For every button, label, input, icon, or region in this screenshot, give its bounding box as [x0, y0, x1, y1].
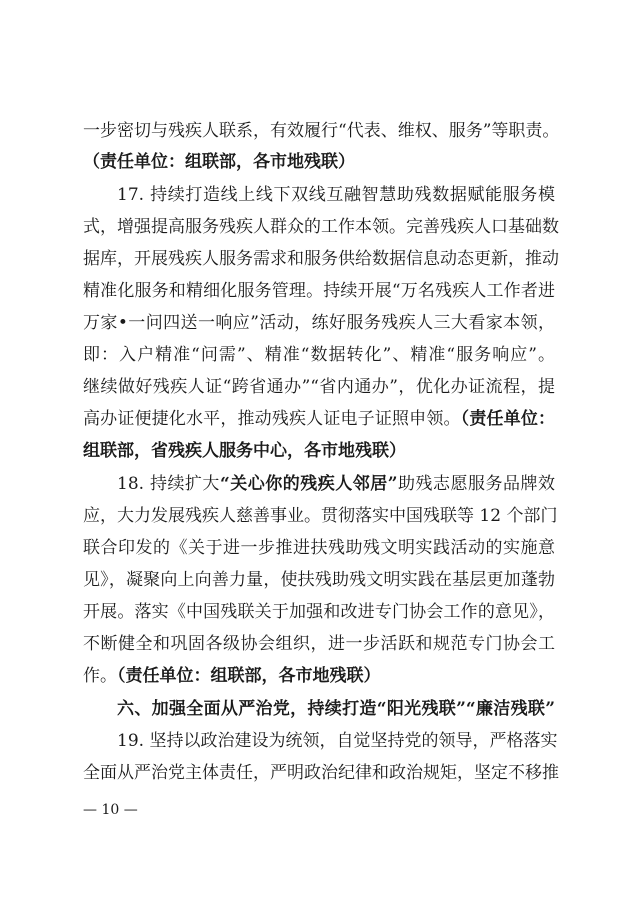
text-line-16: 开展。落实《中国残联关于加强和改进专门协会工作的意见》， — [83, 602, 555, 622]
text-line-3: 17. 持续打造线上线下双线互融智慧助残数据赋能服务模 — [117, 185, 555, 205]
text-line-4: 式，增强提高服务残疾人群众的工作本领。完善残疾人口基础数 — [83, 217, 559, 237]
text-line-15: 见》，凝聚向上向善力量，使扶残助残文明实践在基层更加蓬勃 — [83, 570, 555, 590]
text-line-12: 18. 持续扩大“关心你的残疾人邻居”助残志愿服务品牌效 — [117, 474, 555, 494]
text-line-7: 万家•一问四送一响应”活动，练好服务残疾人三大看家本领， — [83, 313, 555, 333]
text-line-18: 作。（责任单位：组联部，各市地残联） — [83, 666, 381, 686]
text-line-17: 不断健全和巩固各级协会组织，进一步活跃和规范专门协会工 — [83, 634, 555, 654]
text-line-6: 精准化服务和精细化服务管理。持续开展“万名残疾人工作者进 — [83, 281, 555, 301]
text-line-14: 联合印发的《关于进一步推进扶残助残文明实践活动的实施意 — [83, 538, 555, 558]
text-line-21: 全面从严治党主体责任，严明政治纪律和政治规矩，坚定不移推 — [83, 763, 559, 783]
text-line-8: 即：入户精准“问需”、精准“数据转化”、精准“服务响应”。 — [83, 345, 555, 365]
page-number: — 10 — — [83, 802, 138, 818]
text-line-5: 据库，开展残疾人服务需求和服务供给数据信息动态更新，推动 — [83, 249, 559, 269]
text-line-20: 19. 坚持以政治建设为统领，自觉坚持党的领导，严格落实 — [117, 731, 558, 751]
text-line-1: 一步密切与残疾人联系，有效履行“代表、维权、服务”等职责。 — [83, 121, 560, 141]
text-line-11: 组联部，省残疾人服务中心，各市地残联） — [83, 441, 406, 461]
text-line-2: （责任单位：组联部，各市地残联） — [83, 152, 355, 172]
text-line-13: 应，大力发展残疾人慈善事业。贯彻落实中国残联等 12 个部门 — [83, 506, 558, 526]
text-line-9: 继续做好残疾人证“跨省通办”“省内通办”，优化办证流程，提 — [83, 377, 555, 397]
text-line-19: 六、加强全面从严治党，持续打造“阳光残联”“廉洁残联” — [117, 699, 555, 719]
text-line-10: 高办证便捷化水平，推动残疾人证电子证照申领。（责任单位： — [83, 409, 556, 429]
